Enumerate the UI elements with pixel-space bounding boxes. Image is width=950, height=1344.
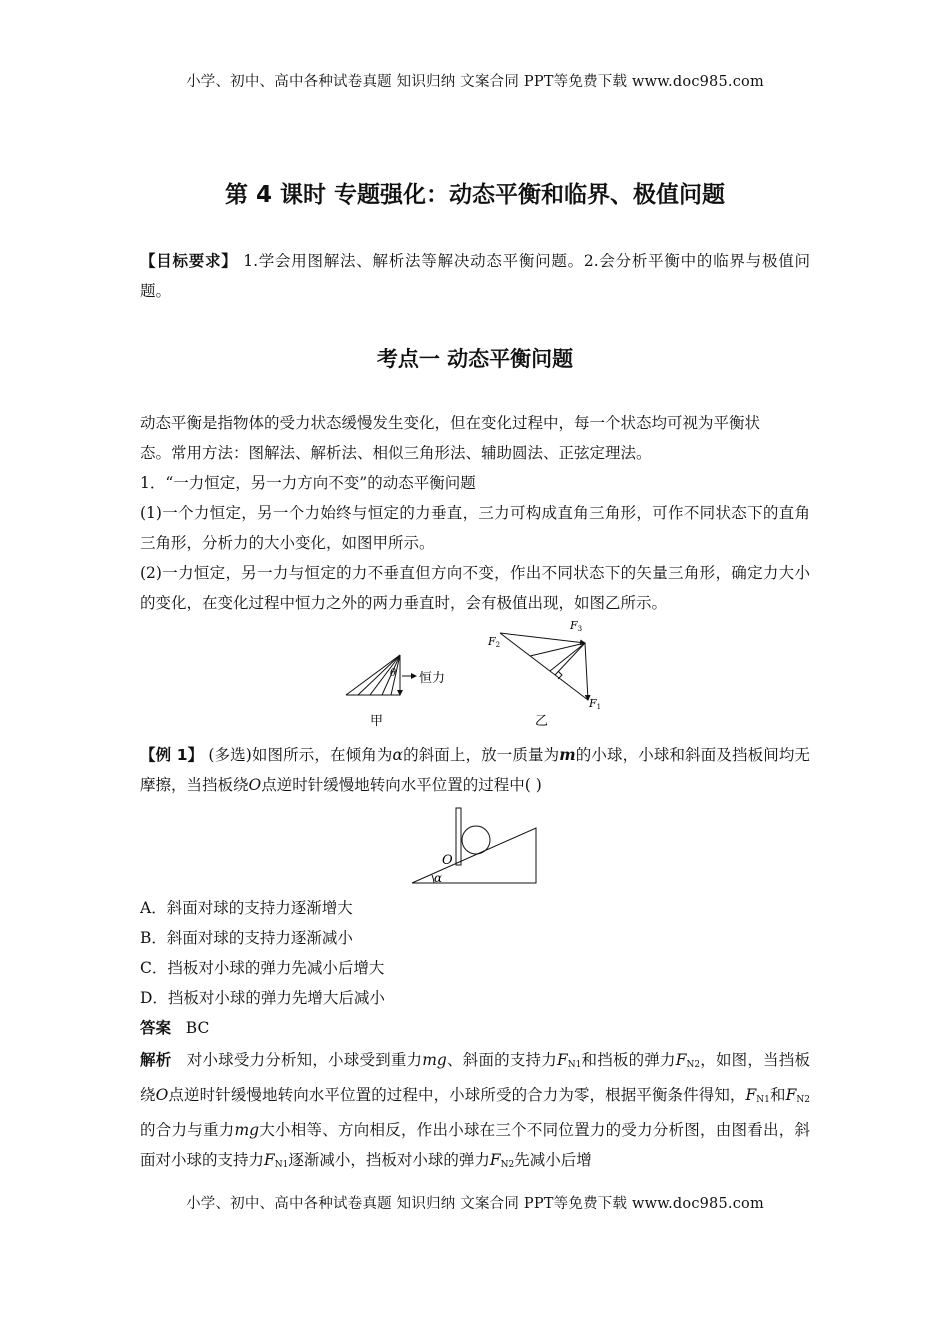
example-1-stem bbox=[140, 740, 810, 800]
incline-O-label: O bbox=[442, 853, 453, 868]
page-header: 小学、初中、高中各种试卷真题 知识归纳 文案合同 PPT等免费下载 www.doc985.com bbox=[186, 74, 764, 90]
example-1-text-1: 如图所示，在倾角为 bbox=[251, 746, 393, 764]
figure-yi bbox=[500, 633, 588, 700]
analysis-mg-1: mg bbox=[422, 1051, 447, 1069]
example-1-m: m bbox=[559, 745, 576, 764]
analysis-fn2-c-sub: N2 bbox=[500, 1160, 515, 1170]
analysis-fn1-a: F bbox=[556, 1051, 568, 1069]
analysis-text-1: 对小球受力分析知，小球受到重力 bbox=[186, 1051, 423, 1069]
analysis-fn2-b: F bbox=[785, 1086, 797, 1104]
objective-paragraph bbox=[140, 246, 810, 306]
option-c: C．挡板对小球的弹力先减小后增大 bbox=[140, 959, 385, 977]
analysis-fn1-a-sub: N1 bbox=[567, 1060, 582, 1070]
answer-line bbox=[140, 1013, 810, 1043]
analysis-label: 解析 bbox=[140, 1051, 172, 1069]
analysis-O: O bbox=[155, 1086, 169, 1104]
page-title: 第 4 课时 专题强化：动态平衡和临界、极值问题 bbox=[224, 182, 726, 208]
analysis-mg-2: mg bbox=[234, 1121, 260, 1139]
analysis-text-10: 先减小后增 bbox=[514, 1151, 592, 1169]
jia-theta-label: θ bbox=[390, 668, 397, 679]
objective-text: 1.学会用图解法、解析法等解决动态平衡问题。2.会分析平衡中的临界与极值问题。 bbox=[140, 252, 810, 300]
item1-paragraph-2: (2)一力恒定，另一力与恒定的力不垂直但方向不变，作出不同状态下的矢量三角形，确定力大小的变化，在变化过程中恒力之外的两力垂直时，会有极值出现，如图乙所示。 bbox=[140, 564, 810, 612]
example-1-label: 【例 1】 bbox=[140, 746, 204, 764]
options-list bbox=[140, 893, 810, 1043]
yi-f2-label: F2 bbox=[488, 635, 501, 649]
page-footer: 小学、初中、高中各种试卷真题 知识归纳 文案合同 PPT等免费下载 www.doc985.com bbox=[186, 1196, 764, 1212]
analysis-fn2-a-sub: N2 bbox=[686, 1060, 701, 1070]
example-1-text-4: 点逆时针缓慢地转向水平位置的过程中( ) bbox=[261, 776, 542, 794]
analysis-text-4: ，如图，当挡板绕 bbox=[140, 1051, 810, 1104]
intro-line-1: 动态平衡是指物体的受力状态缓慢发生变化，但在变化过程中，每一个状态均可视为平衡状 bbox=[140, 414, 761, 432]
jia-caption: 甲 bbox=[370, 714, 384, 729]
answer-label: 答案 bbox=[140, 1019, 172, 1037]
intro-line-2: 态。常用方法：图解法、解析法、相似三角形法、辅助圆法、正弦定理法。 bbox=[140, 444, 652, 462]
analysis-text-9: 逐渐减小，挡板对小球的弹力 bbox=[288, 1151, 490, 1169]
analysis-text-2: 、斜面的支持力 bbox=[446, 1051, 557, 1069]
item1-paragraph-1: (1)一个力恒定，另一个力始终与恒定的力垂直，三力可构成直角三角形，可作不同状态下的直角三角形，分析力的大小变化，如图甲所示。 bbox=[140, 504, 810, 552]
analysis-fn1-c: F bbox=[264, 1151, 275, 1169]
figure-jia bbox=[346, 655, 416, 695]
option-b: B．斜面对球的支持力逐渐减小 bbox=[140, 929, 353, 947]
item1-heading: 1．“一力恒定，另一力方向不变”的动态平衡问题 bbox=[140, 474, 476, 492]
option-a: A．斜面对球的支持力逐渐增大 bbox=[140, 899, 353, 917]
analysis-fn2-a: F bbox=[675, 1051, 687, 1069]
analysis-text-3: 和挡板的弹力 bbox=[581, 1051, 676, 1069]
example-1-tag: (多选) bbox=[208, 746, 252, 764]
jia-force-label: 恒力 bbox=[419, 671, 446, 686]
analysis-text-8: 大小相等、方向相反，作出小球在三个不同位置力的受力分析图，由图看出，斜面对小球的支持力 bbox=[140, 1121, 810, 1169]
analysis-fn1-b: F bbox=[745, 1086, 757, 1104]
analysis-text-7: 的合力与重力 bbox=[140, 1121, 235, 1139]
analysis-fn2-b-sub: N2 bbox=[796, 1095, 810, 1105]
yi-caption: 乙 bbox=[535, 714, 549, 729]
example-1-alpha: α bbox=[392, 746, 403, 764]
incline-alpha-label: α bbox=[434, 871, 443, 885]
yi-f1-label: F1 bbox=[589, 697, 602, 711]
section-title: 考点一 动态平衡问题 bbox=[376, 347, 574, 371]
analysis-paragraph bbox=[140, 1045, 810, 1180]
intro-paragraph bbox=[140, 408, 810, 618]
analysis-fn2-c: F bbox=[489, 1151, 501, 1169]
analysis-fn1-c-sub: N1 bbox=[274, 1160, 289, 1170]
objective-label: 【目标要求】 bbox=[140, 252, 238, 270]
analysis-fn1-b-sub: N1 bbox=[756, 1095, 770, 1105]
example-1-O: O bbox=[248, 776, 262, 794]
example-1-text-3: 的小球，小球和斜面及挡板间均无摩擦，当挡板绕 bbox=[140, 746, 810, 794]
incline-figure bbox=[410, 800, 540, 890]
answer-value: BC bbox=[185, 1019, 210, 1037]
example-1-text-2: 的斜面上，放一质量为 bbox=[402, 746, 560, 764]
force-diagrams bbox=[330, 615, 630, 735]
analysis-text-5: 点逆时针缓慢地转向水平位置的过程中，小球所受的合力为零，根据平衡条件得知， bbox=[168, 1086, 746, 1104]
analysis-text-6: 和 bbox=[769, 1086, 786, 1104]
yi-f3-label: F3 bbox=[570, 619, 583, 633]
option-d: D．挡板对小球的弹力先增大后减小 bbox=[140, 989, 385, 1007]
